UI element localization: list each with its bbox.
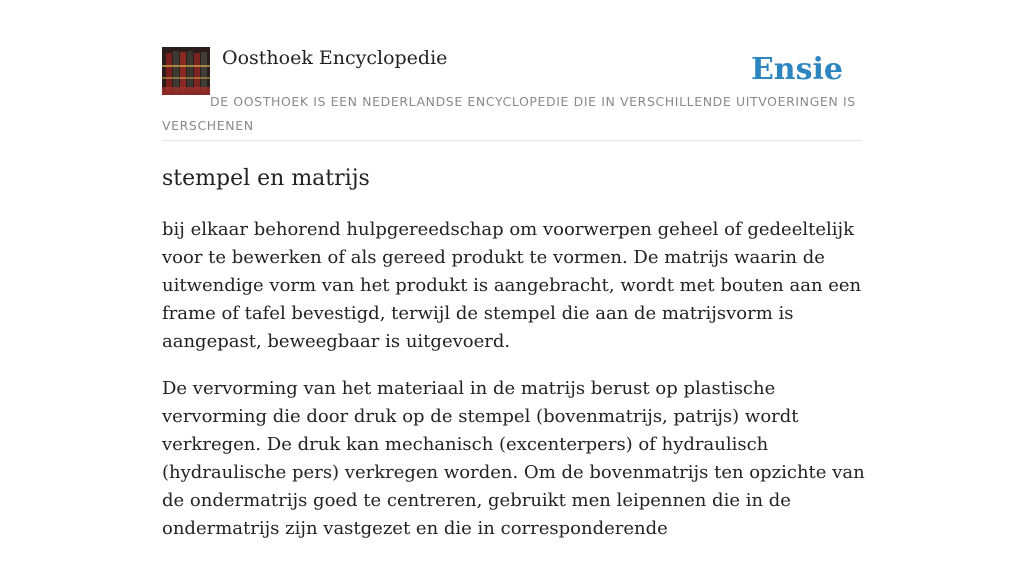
article-body <box>162 216 874 562</box>
article-paragraph: bij elkaar behorend hulpgereedschap om voorwerpen geheel of gedeeltelijk voor te bewerken of als gereed produkt te vormen. De matrijs waarin de uitwendige vorm van het produkt is aangebracht, wordt met bouten aan een frame of tafel bevestigd, terwijl de stempel die aan de matrijsvorm is aangepast, beweegbaar is uitgevoerd. <box>162 219 862 352</box>
article-title: stempel en matrijs <box>162 166 370 191</box>
source-header <box>162 46 862 141</box>
encyclopedia-books-icon[interactable] <box>162 47 210 95</box>
source-name[interactable]: Oosthoek Encyclopedie <box>222 47 448 69</box>
article-paragraph: De vervorming van het materiaal in de matrijs berust op plastische vervorming die door druk op de stempel (bovenmatrijs, patrijs) wordt verkregen. De druk kan mechanisch (excenterpers) of hydraulisch (hydraulische pers) verkregen worden. Om de bovenmatrijs ten opzichte van de ondermatrijs goed te centreren, gebruikt men leipennen die in de ondermatrijs zijn vastgezet en die in corresponderende <box>162 378 865 539</box>
brand-logo[interactable]: Ensie <box>750 52 843 87</box>
source-description: DE OOSTHOEK IS EEN NEDERLANDSE ENCYCLOPEDIE DIE IN VERSCHILLENDE UITVOERINGEN IS VERSCHENEN <box>162 94 856 133</box>
